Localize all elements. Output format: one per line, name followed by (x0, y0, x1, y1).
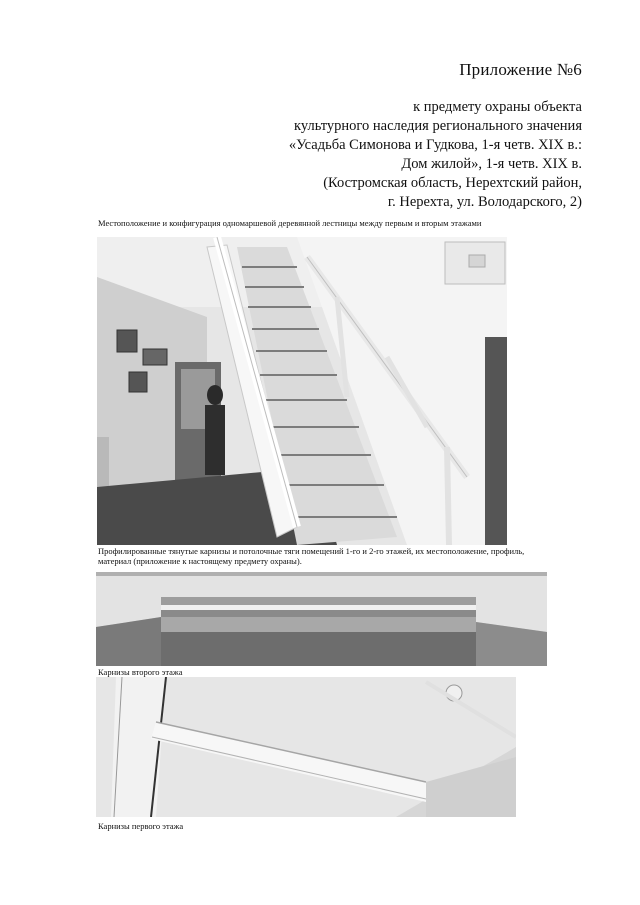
document-header (162, 98, 582, 212)
header-line: культурного наследия регионального значения (294, 118, 582, 134)
stairs-caption: Местоположение и конфигурация одномаршевой деревянной лестницы между первым и вторым этажами (98, 218, 482, 228)
cornices-caption: Профилированные тянутые карнизы и потолочные тяги помещений 1-го и 2-го этажей, их местоположение, профиль, материал (приложение к настоящему предмету охраны). (98, 546, 525, 566)
cornice-first-floor-caption: Карнизы первого этажа (98, 821, 184, 831)
header-line: Дом жилой», 1-я четв. XIX в. (401, 156, 582, 172)
header-line: к предмету охраны объекта (413, 99, 582, 115)
header-line: «Усадьба Симонова и Гудкова, 1-я четв. XIX в.: (288, 137, 582, 153)
header-line: (Костромская область, Нерехтский район, (323, 175, 582, 191)
header-line: г. Нерехта, ул. Володарского, 2) (387, 194, 582, 210)
cornice-second-floor-photo (96, 572, 547, 666)
cornice-first-floor-photo (96, 677, 516, 817)
staircase-photo (97, 237, 507, 545)
appendix-title: Приложение №6 (459, 60, 582, 79)
cornice-second-floor-caption: Карнизы второго этажа (98, 667, 183, 677)
